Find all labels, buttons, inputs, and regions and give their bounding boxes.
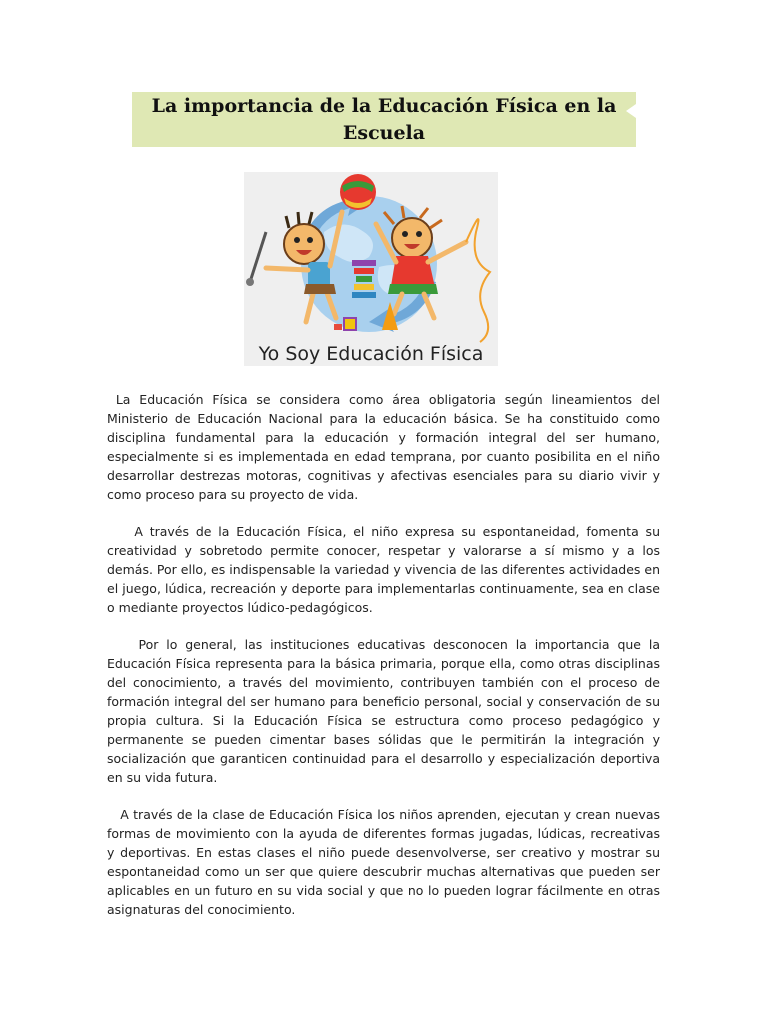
body-text (107, 390, 664, 937)
page-title: La importancia de la Educación Física en la Escuela (151, 95, 617, 144)
toy-block-icon (334, 324, 342, 330)
paragraph: A través de la clase de Educación Física los niños aprenden, ejecutan y crean nuevas formas de movimiento con la ayuda de diferentes formas jugadas, lúdicas, recreativas y deportivas. En estas clases el niño puede desenvolverse, ser creativo y mostrar su espontaneidad como un ser que quiere descubrir muchas alternativas que pueden ser aplicables en un futuro en su vida social y que no lo pueden lograr fácilmente en otras asignaturas del conocimiento. (107, 807, 664, 917)
paragraph: A través de la Educación Física, el niño expresa su espontaneidad, fomenta su creatividad y sobretodo permite conocer, respetar y valorarse a sí mismo y a los demás. Por ello, es indispensable la variedad y vivencia de las diferentes actividades en el juego, lúdica, recreación y deporte para implementarlas continuamente, sea en clase o mediante proyectos lúdico-pedagógicos. (107, 524, 664, 615)
eye (294, 237, 300, 243)
skirt (388, 284, 438, 294)
baton-end (246, 278, 254, 286)
block (356, 276, 372, 282)
block (354, 268, 374, 274)
arm (266, 268, 308, 270)
children-playing-globe-illustration (244, 172, 498, 366)
left-child-head (284, 224, 324, 264)
paragraph: Por lo general, las instituciones educativas desconocen la importancia que la Educación Física representa para la básica primaria, porque ella, como otras disciplinas del conocimiento, a través del movimiento, contribuyen también con el proceso de formación integral del ser humano para beneficio personal, social y conservación de su propia cultura. Si la Educación Física se estructura como proceso pedagógico y permanente se pueden cimentar bases sólidas que le permitirán la integración y socialización que garanticen continuidad para el desarrollo y especialización deportiva en su vida futura. (107, 637, 664, 785)
right-child-head (392, 218, 432, 258)
toy-block-icon (344, 318, 356, 330)
banner-fold-notch (626, 104, 636, 118)
ribbon-icon (466, 219, 490, 342)
eye (307, 237, 313, 243)
shorts (304, 284, 336, 294)
title-banner (132, 92, 636, 147)
eye (416, 231, 422, 237)
stacked-blocks-icon (352, 260, 376, 266)
baton-icon (250, 232, 266, 282)
block (352, 292, 376, 298)
logo-image (244, 172, 498, 366)
block (354, 284, 374, 290)
paragraph: La Educación Física se considera como área obligatoria según lineamientos del Ministerio de Educación Nacional para la educación básica. Se ha constituido como disciplina fundamental para la educación y formación integral del ser humano, especialmente si es implementada en edad temprana, por cuanto posibilita en el niño desarrollar destrezas motoras, cognitivas y afectivas esenciales para su diario vivir y como proceso para su proyecto de vida. (107, 392, 664, 502)
eye (402, 231, 408, 237)
logo-caption: Yo Soy Educación Física (258, 343, 484, 365)
